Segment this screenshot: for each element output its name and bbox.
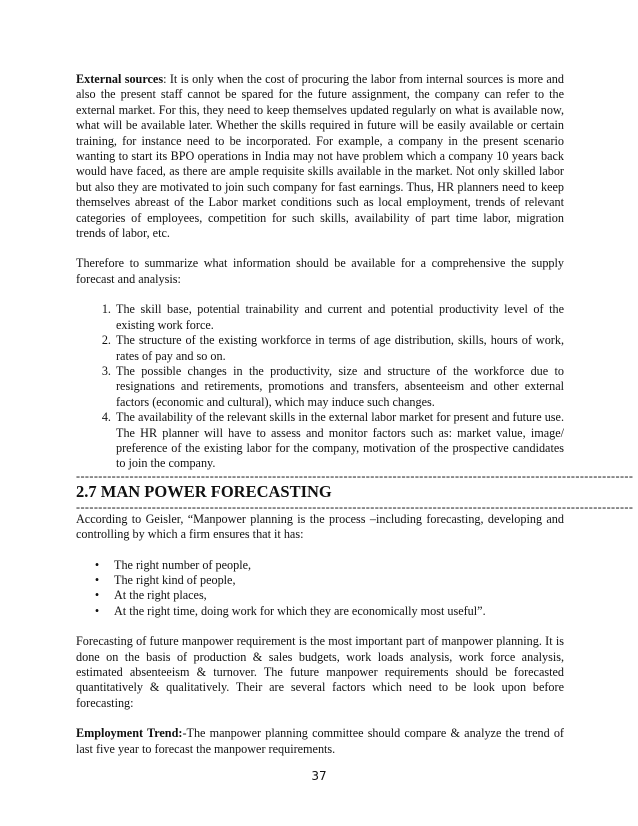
page-number: 37 — [311, 769, 327, 783]
summary-intro: Therefore to summarize what information should be available for a comprehensive the supply forecast and analysis: — [76, 256, 564, 286]
section-title: 2.7 MAN POWER FORECASTING — [76, 481, 332, 501]
bullet-icon: • — [94, 603, 100, 618]
list-item: 1. The skill base, potential trainability and current and potential productivity level of the existing work force. — [114, 302, 564, 333]
external-sources-heading: External sources — [76, 72, 164, 86]
supply-forecast-list — [76, 302, 564, 471]
list-item: 3. The possible changes in the productivity, size and structure of the workforce due to resignations and retirements, promotions and transfers, absenteeism and other external factors (economic and cultural), which may induce such changes. — [114, 364, 564, 410]
divider-top: ----------------------------------------------------------------------------------------------------------------------------- — [76, 468, 634, 483]
list-item: • At the right places, — [94, 588, 207, 603]
forecasting-paragraph: Forecasting of future manpower requirement is the most important part of manpower planning. It is done on the basis of production & sales budgets, work loads analysis, work force analysis, estimated absenteeism & turnover. The future manpower requirements should be forecasted quantitatively & qualitatively. Their are several factors which need to be look upon before forecasting: — [76, 634, 564, 710]
list-item: • The right kind of people, — [94, 572, 236, 587]
divider-bottom: ----------------------------------------------------------------------------------------------------------------------------- — [76, 499, 634, 514]
list-item: 2. The structure of the existing workforce in terms of age distribution, skills, hours of work, rates of pay and so on. — [114, 333, 564, 364]
document-page — [76, 72, 634, 757]
external-sources-paragraph — [76, 72, 564, 241]
external-sources-text: : It is only when the cost of procuring the labor from internal sources is more and also the present staff cannot be spared for the future assignment, the company can refer to the external market. For this, they need to keep themselves updated regularly on what is available now, what will be available later. Whether the skills required in future will be easily available or certain training, for instance need to be incorporated. For example, a company in the present scenario wanting to start its BPO operations in India may not have problem which a company 10 years back would have faced, as there are ample requisite skills available in the market. Not only skilled labor but also they are motivated to join such company for fast earnings. Thus, HR planners need to keep themselves abreast of the Labor market conditions such as local employment, trends of relevant categories of employees, competition for such skills, availability of part time labor, migration trends of labor, etc. — [76, 72, 564, 241]
bullet-icon: • — [94, 572, 100, 587]
list-item: • The right number of people, — [94, 557, 252, 572]
bullet-icon: • — [94, 588, 100, 603]
employment-trend-text: -The manpower planning committee should compare & analyze the trend of last five year to forecast the manpower requirements. — [76, 726, 564, 756]
list-item: 4. The availability of the relevant skills in the external labor market for present and future use. The HR planner will have to assess and monitor factors such as: market value, image/ preference of the existing labor for the company, motivation of the prospective candidates to join the company. — [114, 410, 564, 472]
bullet-icon: • — [94, 557, 100, 572]
geisler-list — [76, 558, 564, 620]
employment-trend-paragraph — [76, 726, 564, 757]
geisler-intro: According to Geisler, “Manpower planning is the process –including forecasting, developing and controlling by which a firm ensures that it has: — [76, 511, 564, 542]
employment-trend-heading: Employment Trend: — [76, 726, 183, 741]
list-item: • At the right time, doing work for which they are economically most useful”. — [94, 603, 486, 618]
